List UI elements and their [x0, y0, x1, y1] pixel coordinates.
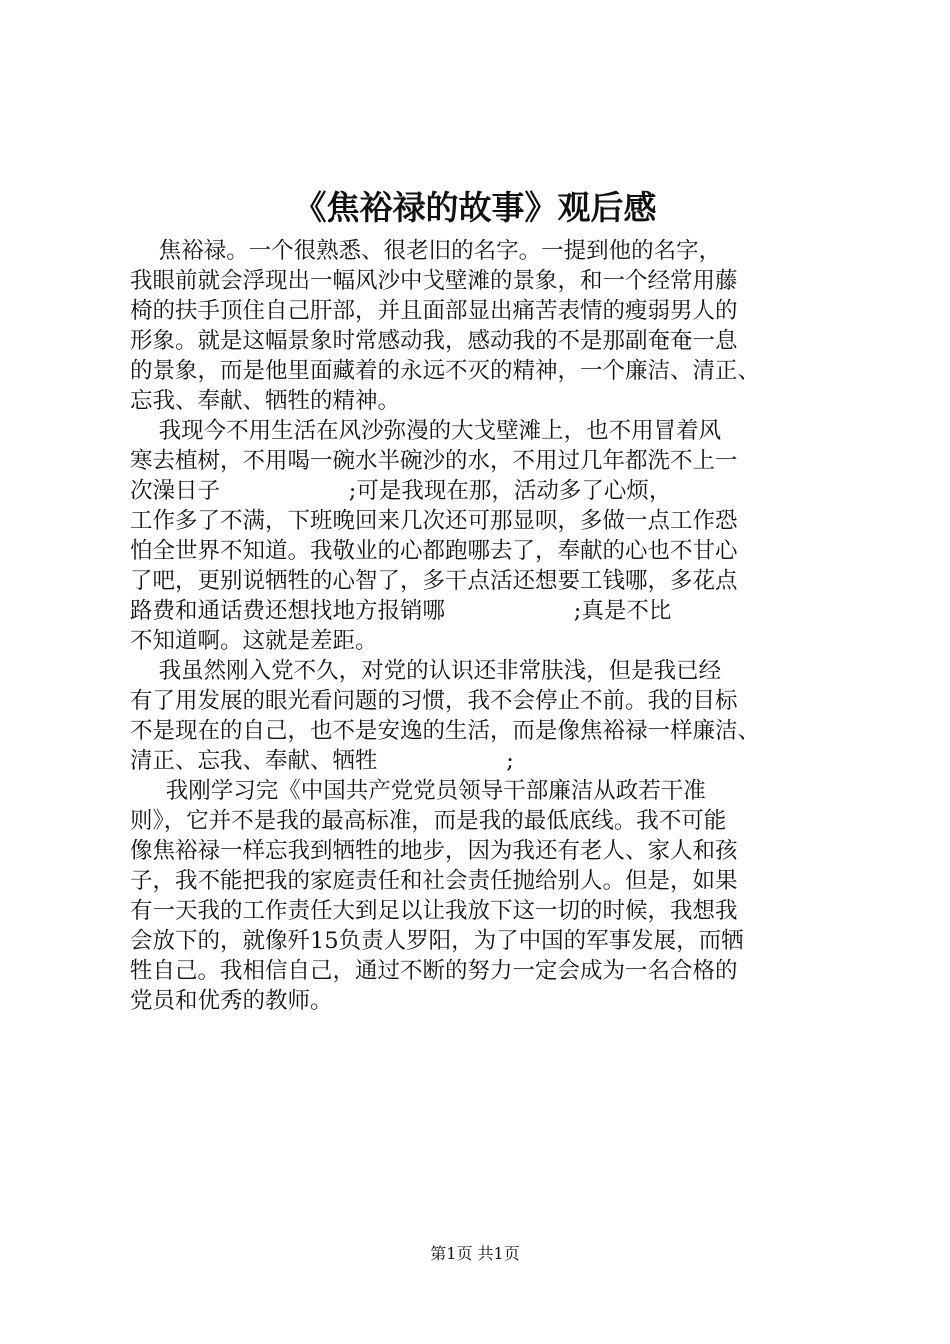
text-line: 次澡日子 ;可是我现在那，活动多了心烦， [130, 478, 672, 504]
text-line: 党员和优秀的教师。 [130, 988, 333, 1014]
text-line: 寒去植树，不用喝一碗水半碗沙的水，不用过几年都洗不上一 [130, 448, 738, 474]
text-line: 会放下的，就像歼15负责人罗阳，为了中国的军事发展，而牺 [130, 928, 744, 954]
page-footer: 第1页 共1页 [430, 1244, 520, 1263]
text-line: 牲自己。我相信自己，通过不断的努力一定会成为一名合格的 [130, 958, 738, 984]
text-line: 不是现在的自己，也不是安逸的生活，而是像焦裕禄一样廉洁、 [130, 718, 761, 744]
text-line: 有了用发展的眼光看问题的习惯，我不会停止不前。我的目标 [130, 688, 738, 714]
text-line: 我现今不用生活在风沙弥漫的大戈壁滩上，也不用冒着风 [130, 418, 722, 444]
text-line: 像焦裕禄一样忘我到牺牲的地步，因为我还有老人、家人和孩 [130, 838, 738, 864]
text-line: 忘我、奉献、牺牲的精神。 [130, 388, 401, 414]
text-line: 清正、忘我、奉献、牺牲 ; [130, 748, 514, 774]
text-line: 则》，它并不是我的最高标准，而是我的最低底线。我不可能 [130, 808, 727, 834]
document-body [130, 236, 842, 1016]
text-line: 形象。就是这幅景象时常感动我，感动我的不是那副奄奄一息 [130, 328, 738, 354]
text-line: 路费和通话费还想找地方报销哪 ;真是不比 [130, 598, 672, 624]
text-line: 的景象，而是他里面藏着的永远不灭的精神，一个廉洁、清正、 [130, 358, 761, 384]
text-line: 我眼前就会浮现出一幅风沙中戈壁滩的景象，和一个经常用藤 [130, 268, 738, 294]
text-line: 子，我不能把我的家庭责任和社会责任抛给别人。但是，如果 [130, 868, 738, 894]
text-line: 工作多了不满，下班晚回来几次还可那显呗，多做一点工作恐 [130, 508, 738, 534]
text-line: 焦裕禄。一个很熟悉、很老旧的名字。一提到他的名字， [130, 238, 722, 264]
text-line: 不知道啊。这就是差距。 [130, 628, 378, 654]
text-line: 我刚学习完《中国共产党党员领导干部廉洁从政若干准 [130, 778, 706, 804]
text-line: 怕全世界不知道。我敬业的心都跑哪去了，奉献的心也不甘心 [130, 538, 738, 564]
text-line: 椅的扶手顶住自己肝部，并且面部显出痛苦表情的瘦弱男人的 [130, 298, 738, 324]
text-line: 我虽然刚入党不久，对党的认识还非常肤浅，但是我已经 [130, 658, 722, 684]
text-line: 了吧，更别说牺牲的心智了，多干点活还想要工钱哪，多花点 [130, 568, 738, 594]
document-title: 《焦裕禄的故事》观后感 [293, 188, 657, 227]
text-line: 有一天我的工作责任大到足以让我放下这一切的时候，我想我 [130, 898, 738, 924]
